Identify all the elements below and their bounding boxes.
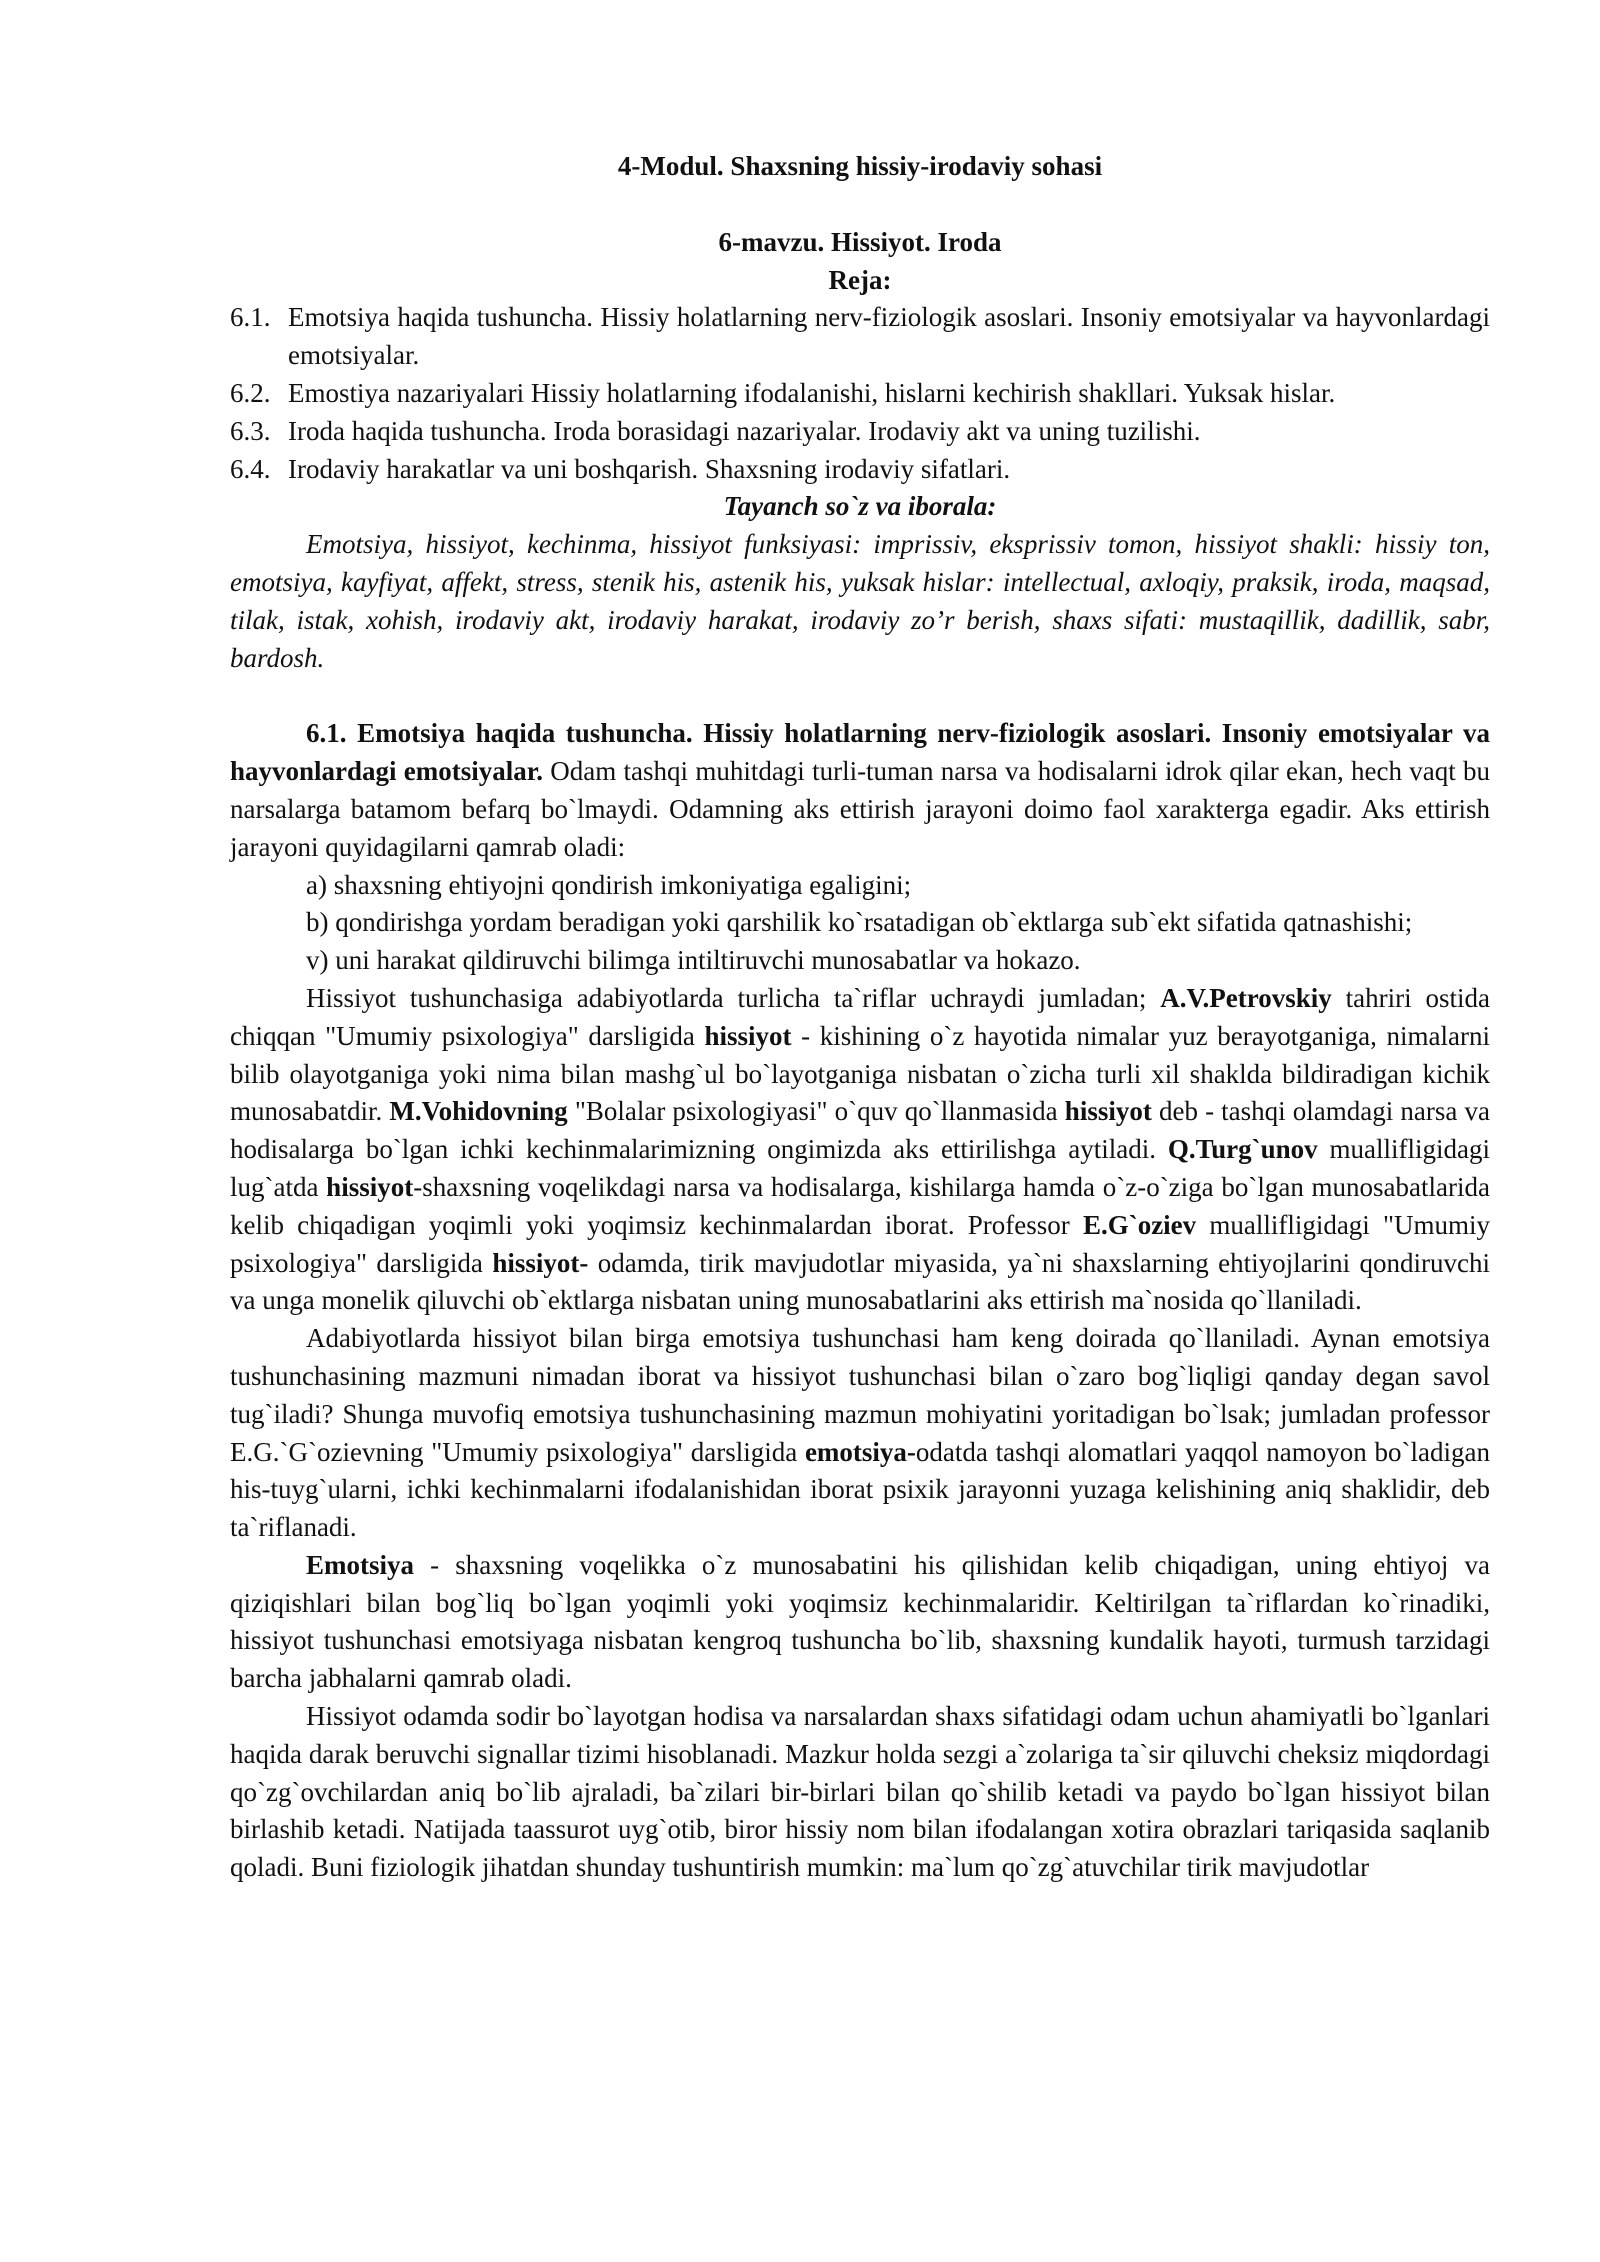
topic-title: 6-mavzu. Hissiyot. Iroda xyxy=(718,226,1002,257)
term: hissiyot xyxy=(704,1020,792,1051)
text-run: odatda tashqi alomatlari yaqqol namoyon bo`ladigan his-tuyg`ularni, ichki kechinmalarni ifodalanishidan iborat psixik jarayonni yuzaga kelishining aniq shaklidir, deb ta`riflanadi. xyxy=(230,1436,1490,1543)
text-run: deb - tashqi olamdagi narsa va hodisalarga bo`lgan ichki kechinmalarimizning ongimizda aks ettirilishga aytiladi. xyxy=(230,1096,1490,1165)
author-name: E.G`oziev xyxy=(1082,1209,1197,1240)
text-run: - shaxsning voqelikka o`z munosabatini his qilishidan kelib chiqadigan, uning ehtiyoj va qiziqishlari bilan bog`liq bo`lgan yoqimli yoki yoqimsiz kechinmalaridir. Keltirilgan ta`riflardan ko`rinadiki, hissiyot tushunchasi emotsiyaga nisbatan kengroq tushuncha bo`lib, shaxsning kundalik hayoti, turmush tarzidagi barcha jabhalarni qamrab oladi. xyxy=(230,1549,1490,1694)
paragraph-emotion-definition xyxy=(230,1547,1490,1698)
author-name: M.Vohidovning xyxy=(389,1096,568,1127)
paragraph-emotion-concept xyxy=(230,1320,1490,1547)
plan-item xyxy=(230,299,1490,375)
plan-item-number: 6.1. xyxy=(230,302,271,333)
text-run: muallifligidagi "Umumiy psixologiya" darsligida xyxy=(230,1209,1491,1278)
term: hissiyot xyxy=(1064,1096,1152,1127)
text-run: Hissiyot tushunchasiga adabiyotlarda turlicha ta`riflar uchraydi jumladan; xyxy=(306,982,1161,1013)
plan-item-number: 6.4. xyxy=(230,453,271,484)
plan-item-text: Emotsiya haqida tushuncha. Hissiy holatlarning nerv-fiziologik asoslari. Insoniy emotsiyalar va hayvonlardagi emotsiyalar. xyxy=(288,302,1490,371)
paragraph-definitions xyxy=(230,980,1490,1320)
text-run: Adabiyotlarda hissiyot bilan birga emotsiya tushunchasi ham keng doirada qo`llaniladi. Aynan emotsiya tushunchasining mazmuni nimadan iborat va hissiyot tushunchasi bilan o`zaro bog`liqligi qanday degan savol tug`iladi? Shunga muvofiq emotsiya tushunchasining mazmun mohiyatini yoritadigan bo`lsak; jumladan professor E.G.`G`ozievning "Umumiy psixologiya" darsligida xyxy=(230,1323,1490,1467)
term: Emotsiya xyxy=(306,1549,414,1580)
list-item-b: b) qondirishga yordam beradigan yoki qarshilik ko`rsatadigan ob`ektlarga sub`ekt sifatida qatnashishi; xyxy=(306,907,1413,938)
author-name: Q.Turg`unov xyxy=(1167,1134,1318,1165)
keywords-title: Tayanch so`z va iborala: xyxy=(723,491,997,522)
text-run: -shaxsning voqelikdagi narsa va hodisalarga, kishilarga hamda o`z-o`ziga bo`lgan munosabatlarida kelib chiqadigan yoqimli yoki yoqimsiz kechinmalardan iborat. Professor xyxy=(230,1171,1490,1240)
list-item-v: v) uni harakat qildiruvchi bilimga intiltiruvchi munosabatlar va hokazo. xyxy=(306,945,1081,976)
plan-item-number: 6.2. xyxy=(230,377,271,408)
term: emotsiya- xyxy=(804,1436,916,1467)
plan-item-text: Iroda haqida tushuncha. Iroda borasidagi nazariyalar. Irodaviy akt va uning tuzilishi. xyxy=(288,415,1201,446)
plan-item xyxy=(230,375,1490,413)
term: hissiyot xyxy=(326,1171,414,1202)
paragraph-signal-system: Hissiyot odamda sodir bo`layotgan hodisa va narsalardan shaxs sifatidagi odam uchun ahamiyatli bo`lganlari haqida darak beruvchi signallar tizimi hisoblanadi. Mazkur holda sezgi a`zolariga ta`sir qiluvchi cheksiz miqdordagi qo`zg`ovchilardan aniq bo`lib ajraladi, ba`zilari bir-birlari bilan qo`shilib ketadi va paydo bo`lgan hissiyot bilan birlashib ketadi. Natijada taassurot uyg`otib, biror hissiy nom bilan ifodalangan xotira obrazlari tariqasida saqlanib qoladi. Buni fiziologik jihatdan shunday tushuntirish mumkin: ma`lum qo`zg`atuvchilar tirik mavjudotlar xyxy=(230,1701,1490,1883)
plan-item-number: 6.3. xyxy=(230,415,271,446)
list-item-a: a) shaxsning ehtiyojni qondirish imkoniyatiga egaligini; xyxy=(306,869,912,900)
section-heading: 6.1. Emotsiya haqida tushuncha. Hissiy holatlarning nerv-fiziologik asoslari. Insoniy emotsiyalar va hayvonlardagi emotsiyalar. xyxy=(230,718,1490,787)
text-run: tahriri ostida chiqqan "Umumiy psixologiya" darsligida xyxy=(230,982,1490,1051)
plan-title: Reja: xyxy=(828,264,892,295)
term: hissiyot- xyxy=(492,1247,589,1278)
plan-item-text: Irodaviy harakatlar va uni boshqarish. Shaxsning irodaviy sifatlari. xyxy=(288,453,1011,484)
keywords-text: Emotsiya, hissiyot, kechinma, hissiyot funksiyasi: imprissiv, ekspriss​iv tomon, hissiyot shakli: hissiy ton, emotsiya, kayfiyat, affekt, stress, stenik his, astenik his, yuksak hislar: intellectual, axloqiy, praksik, iroda, maqsad, tilak, istak, xohish, irodaviy akt, irodaviy harakat, irodaviy zo’r berish, shaxs sifati: mustaqillik, dadillik, sabr, bardosh. xyxy=(230,529,1490,673)
text-run: muallifligidagi lug`atda xyxy=(230,1134,1490,1202)
module-title: 4-Modul. Shaxsning hissiy-irodaviy sohasi xyxy=(617,151,1103,181)
text-run: "Bolalar psixologiyasi" o`quv qo`llanmasida xyxy=(567,1096,1065,1127)
section-intro-paragraph xyxy=(230,715,1490,866)
text-run: - kishining o`z hayotida nimalar yuz berayotganiga, nimalarni bilib olayotganiga yoki nima bilan mashg`ul bo`layotganiga nisbatan o`zicha turli xil shaklda bildiradigan kichik munosabatdir. xyxy=(230,1020,1490,1127)
spacer xyxy=(230,677,1490,715)
plan-list xyxy=(230,299,1490,488)
plan-item xyxy=(230,451,1490,489)
author-name: A.V.Petrovskiy xyxy=(1160,982,1332,1013)
plan-item-text: Emostiya nazariyalari Hissiy holatlarning ifodalanishi, hislarni kechirish shakllari. Yuksak hislar. xyxy=(288,377,1336,408)
plan-item xyxy=(230,413,1490,451)
section-intro-text: Odam tashqi muhitdagi turli-tuman narsa va hodisalarni idrok qilar ekan, hech vaqt bu narsalarga batamom befarq bo`lmaydi. Odamning aks ettirish jarayoni doimo faol xarakterga egadir. Aks ettirish jarayoni quyidagilarni qamrab oladi: xyxy=(230,756,1490,862)
text-run: odamda, tirik mavjudotlar miyasida, ya`ni shaxslarning ehtiyojlarini qondiruvchi va unga monelik qiluvchi ob`ektlarga nisbatan uning munosabatlarini aks ettirish ma`nosida qo`llaniladi. xyxy=(230,1247,1490,1316)
